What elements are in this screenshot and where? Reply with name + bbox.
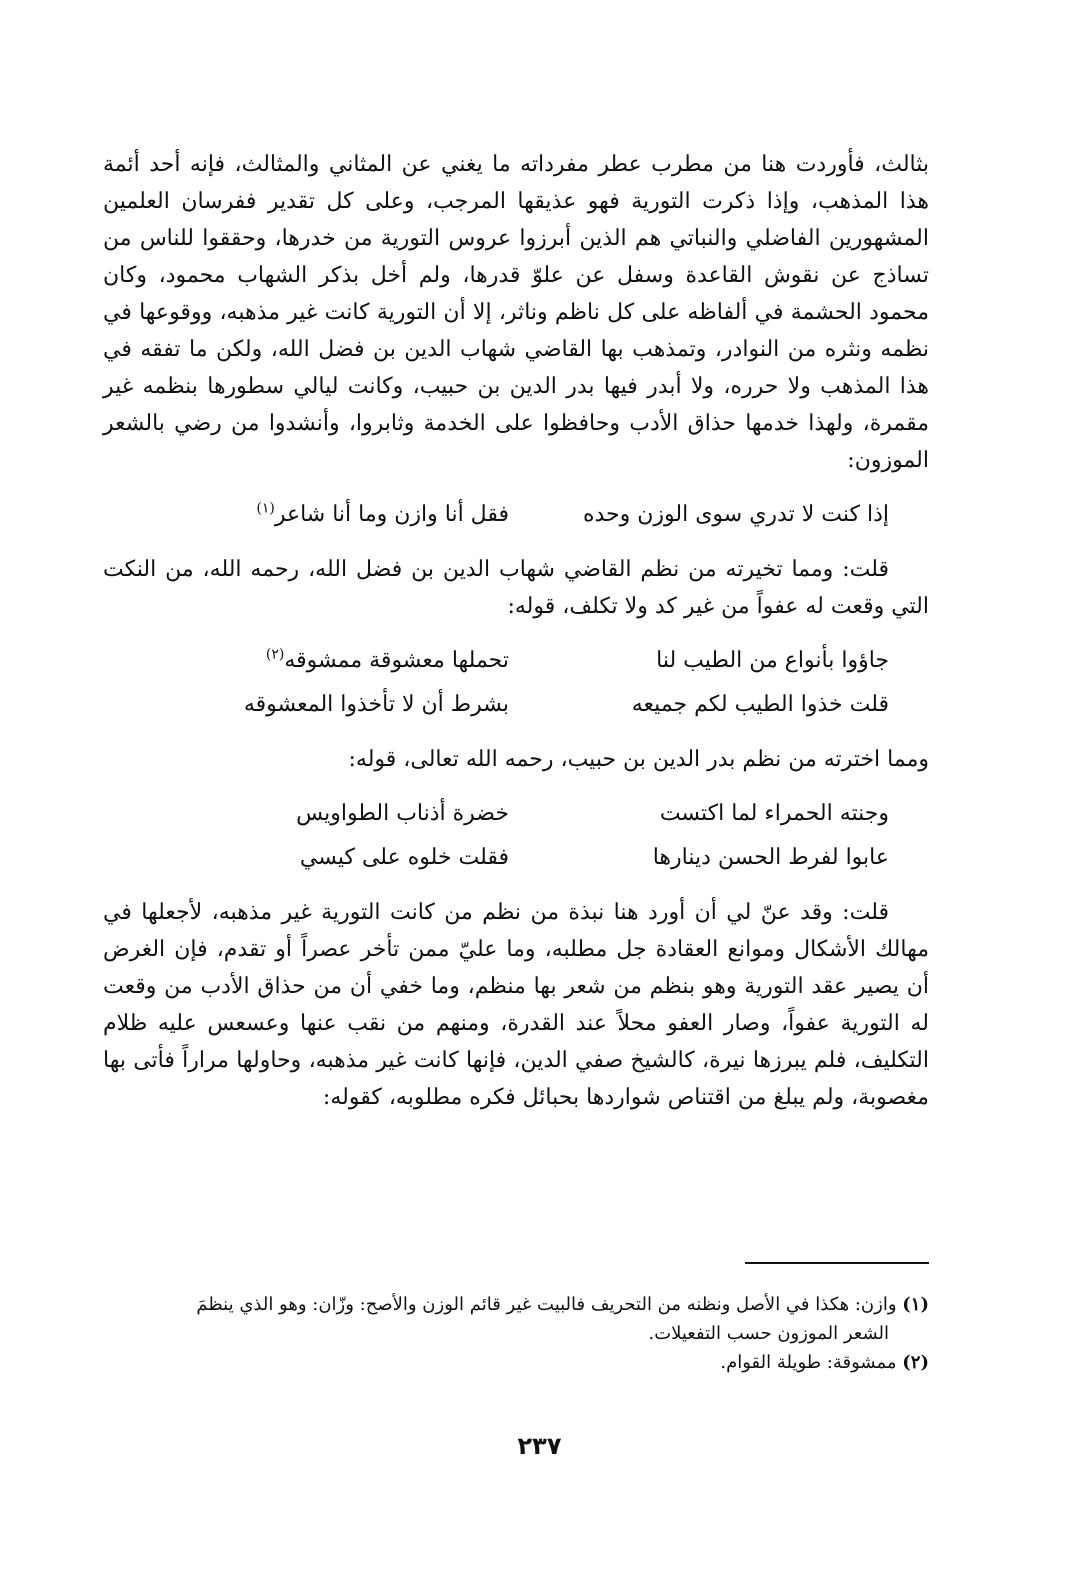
paragraph-4: [103, 894, 929, 1116]
verse-second-hemistich: فقل أنا وازن وما أنا شاعر$^{(١)}$: [256, 500, 509, 527]
verse-second-hemistich: تحملها معشوقة ممشوقه$^{(٢)}$: [265, 646, 509, 673]
text-line: ليالي سطورها بنظمه غير مقمرة، ولهذا خدمها حذاق الأدب وحافظوا على الخدمة: [103, 374, 930, 436]
verse: [103, 792, 889, 836]
verse-first-hemistich: وجنته الحمراء لما اكتست: [659, 801, 889, 826]
footnotes: [103, 1290, 929, 1377]
text-line: بثالث، فأوردت هنا من مطرب عطر مفرداته ما يغني عن المثاني والمثالث، فإنه أحد أئمة: [103, 152, 929, 177]
text-line: وحاولها مراراً فأتى بها مغصوبة، ولم يبلغ من اقتناص شواردها بحبائل فكره مطلوبه،: [103, 1048, 929, 1110]
footnote-number: (٢): [902, 1352, 929, 1373]
footnote-text: وازن: هكذا في الأصل ونظنه من التحريف فالبيت غير قائم الوزن والأصح: وزّان: وهو الذي ينظمَ: [196, 1294, 897, 1315]
footnote-number: (١): [902, 1294, 929, 1315]
text-line: قلت: وقد عنّ لي أن أورد هنا نبذة من نظم من كانت التورية غير مذهبه، لأجعلها: [141, 900, 889, 925]
verse: [103, 493, 889, 537]
text-line: وكان محمود الحشمة في ألفاظه على كل ناظم وناثر، إلا أن التورية كانت غير مذهبه،: [103, 263, 930, 325]
verse-first-hemistich: جاؤوا بأنواع من الطيب لنا: [656, 648, 889, 673]
verse-second-hemistich: فقلت خلوه على كيسي: [299, 845, 509, 870]
footnote-1-continued: الشعر الموزون حسب التفعيلات.: [648, 1323, 889, 1344]
poem-3: [103, 792, 929, 880]
verse-first-hemistich: إذا كنت لا تدري سوى الوزن وحده: [582, 502, 889, 527]
footnote-ref: (١): [256, 500, 275, 517]
verse-second-hemistich: خضرة أذناب الطواويس: [296, 801, 509, 826]
text-line: من وقعت له التورية عفواً، وصار العفو محلاً عند القدرة، ومنهم من نقب عنها وعسعس: [103, 974, 929, 1036]
text-line: ولكن ما تفقه في هذا المذهب ولا حرره، ولا أبدر فيها بدر الدين بن حبيب، وكانت: [103, 337, 930, 399]
verse: [103, 836, 889, 880]
text-line: قلت: ومما تخيرته من نظم القاضي شهاب الدين بن فضل الله، رحمه الله، من: [165, 557, 890, 582]
footnote-1: [103, 1290, 929, 1319]
footnote-separator: [745, 1262, 929, 1264]
paragraph-3: ومما اخترته من نظم بدر الدين بن حبيب، رحمه الله تعالى، قوله:: [348, 747, 929, 772]
text-line: وثابروا، وأنشدوا من رضي بالشعر الموزون:: [103, 411, 929, 473]
poem-1: [103, 493, 929, 537]
verse: [103, 683, 889, 727]
intro-paragraph: [103, 146, 929, 479]
footnote-2: [103, 1348, 929, 1377]
page-number: ٢٣٧: [517, 1432, 562, 1460]
verse: [103, 639, 889, 683]
text-line: عليه ظلام التكليف، فلم يبرزها نيرة، كالشيخ صفي الدين، فإنها كانت غير مذهبه،: [103, 1011, 930, 1073]
verse-second-hemistich: بشرط أن لا تأخذوا المعشوقه: [243, 692, 509, 717]
text-line: هذا المذهب، وإذا ذكرت التورية فهو عذيقها المرجب، وعلى كل تقدير ففرسان العلمين: [103, 189, 929, 214]
paragraph-2: [103, 551, 929, 625]
text-line: ووقوعها في نظمه ونثره من النوادر، وتمذهب بها القاضي شهاب الدين بن فضل الله،: [103, 300, 929, 362]
text-line: المشهورين الفاضلي والنباتي هم الذين أبرزوا عروس التورية من خدرها، وحققوا للناس: [139, 226, 929, 251]
text-line: كقوله:: [322, 1085, 382, 1110]
text-line: من تساذج عن نقوش القاعدة وسفل عن علوّ قدرها، ولم أخل بذكر الشهاب محمود،: [103, 226, 929, 288]
text-line: الغرض أن يصير عقد التورية وهو بنظم من شعر بها منظم، وما خفي أن من حذاق الأدب: [103, 937, 929, 999]
verse-first-hemistich: قلت خذوا الطيب لكم جميعه: [631, 692, 889, 717]
poem-2: [103, 639, 929, 727]
main-text: [103, 146, 929, 1116]
verse-first-hemistich: عابوا لفرط الحسن دينارها: [652, 845, 889, 870]
footnote-text: ممشوقة: طويلة القوام.: [720, 1352, 897, 1373]
text-line: النكت التي وقعت له عفواً من غير كد ولا تكلف، قوله:: [103, 557, 929, 619]
text-line: في مهالك الأشكال وموانع العقادة جل مطلبه، وما عليّ ممن تأخر عصراً أو تقدم، فإن: [103, 900, 929, 962]
footnote-ref: (٢): [265, 646, 285, 663]
